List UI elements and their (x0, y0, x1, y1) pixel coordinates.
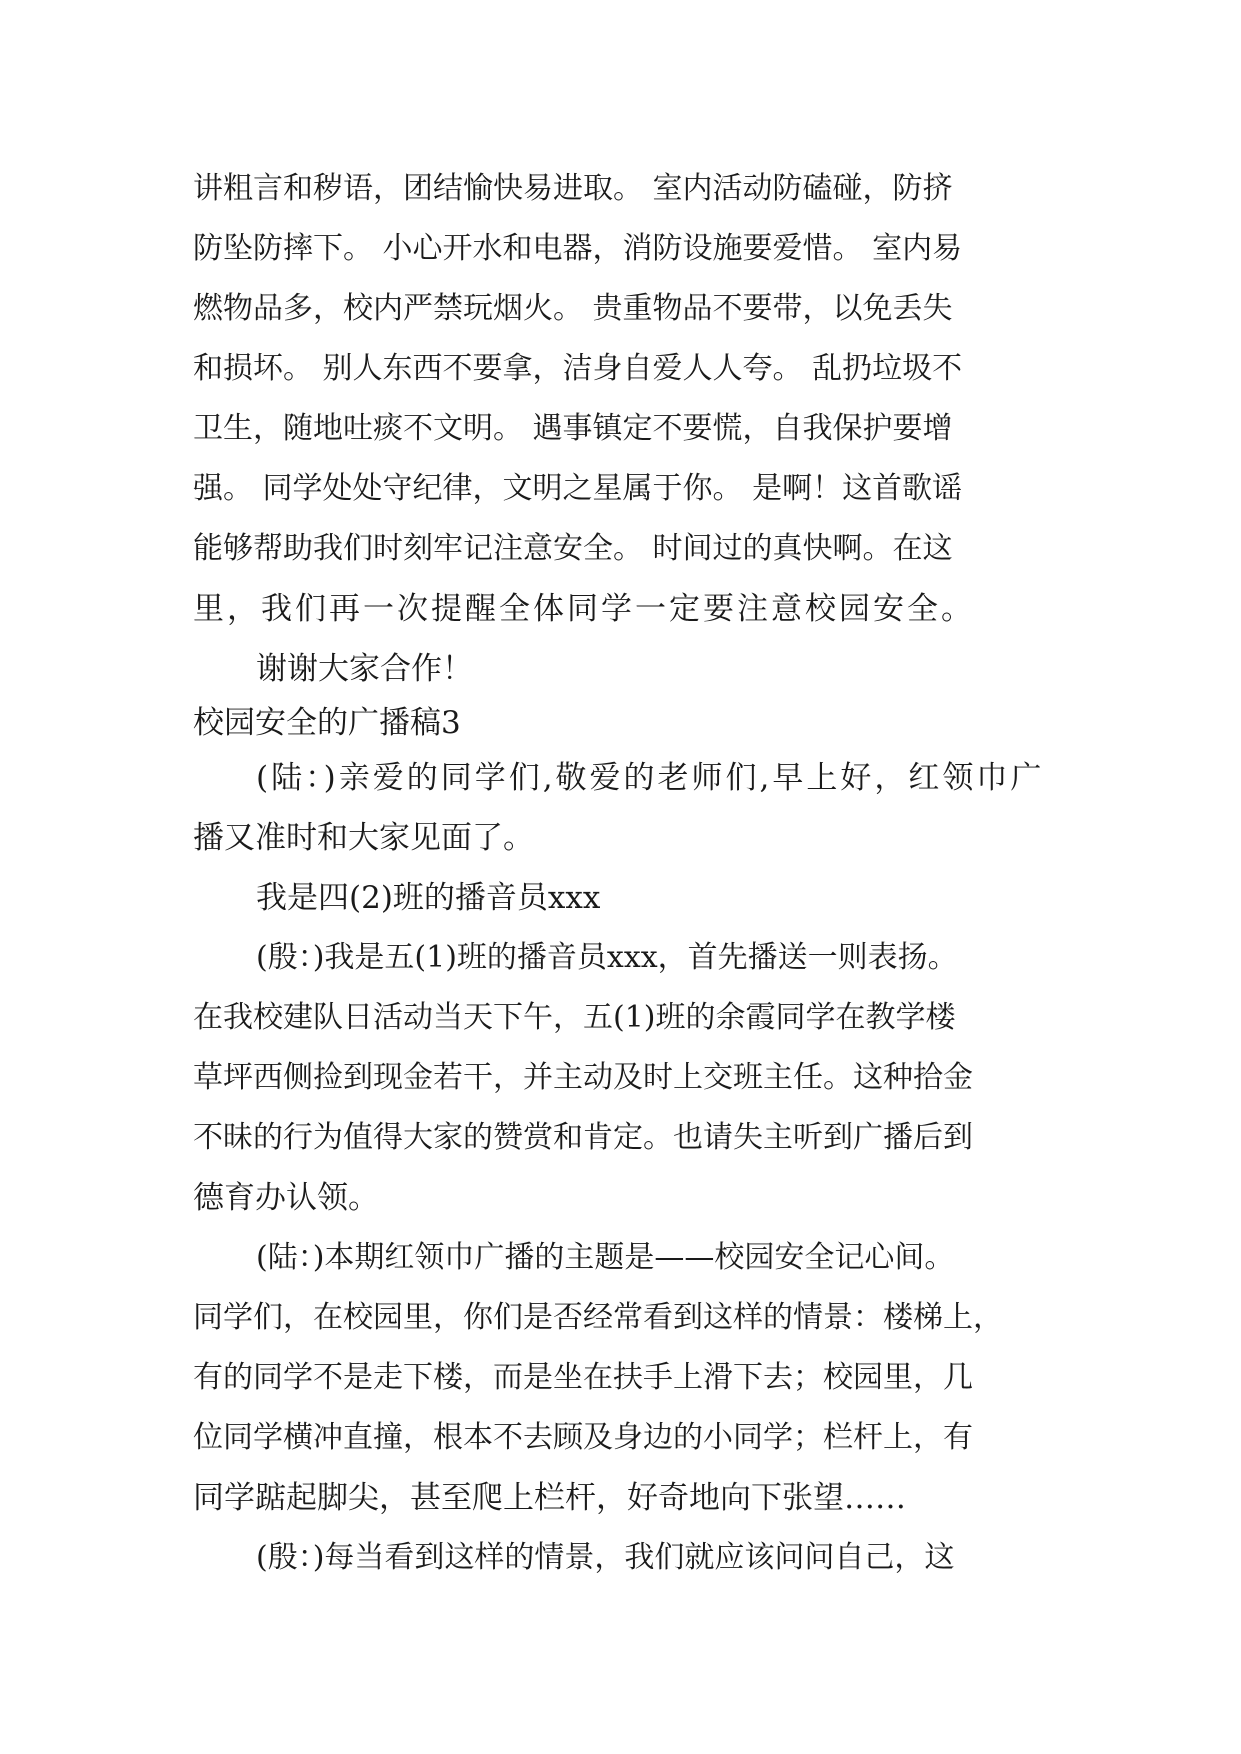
text-line: 我是四(2)班的播音员xxx (256, 880, 601, 916)
text-line: 里，我们再一次提醒全体同学一定要注意校园安全。 (193, 591, 975, 627)
text-line: 强。 同学处处守纪律，文明之星属于你。 是啊！这首歌谣 (193, 471, 963, 506)
section-heading: 校园安全的广播稿3 (193, 705, 461, 741)
text-line: 卫生，随地吐痰不文明。 遇事镇定不要慌，自我保护要增 (193, 411, 953, 446)
text-line: (殷：)我是五(1)班的播音员xxx，首先播送一则表扬。 (256, 940, 958, 975)
text-line: 草坪西侧捡到现金若干，并主动及时上交班主任。这种拾金 (193, 1060, 973, 1095)
text-line: (殷：)每当看到这样的情景，我们就应该问问自己，这 (256, 1540, 955, 1575)
text-line: 有的同学不是走下楼，而是坐在扶手上滑下去；校园里，几 (193, 1360, 973, 1395)
text-line: 在我校建队日活动当天下午，五(1)班的余霞同学在教学楼 (193, 1000, 956, 1035)
text-line: 燃物品多，校内严禁玩烟火。 贵重物品不要带，以免丢失 (193, 291, 953, 326)
text-line: 防坠防摔下。 小心开水和电器，消防设施要爱惜。 室内易 (193, 231, 963, 266)
text-line: (陆：)亲爱的同学们,敬爱的老师们,早上好，红领巾广 (256, 760, 1045, 796)
text-line: 不昧的行为值得大家的赞赏和肯定。也请失主听到广播后到 (193, 1120, 973, 1155)
text-line: 同学踮起脚尖，甚至爬上栏杆，好奇地向下张望…… (193, 1480, 906, 1516)
text-line: 同学们，在校园里，你们是否经常看到这样的情景：楼梯上， (193, 1300, 1003, 1335)
text-line: 德育办认领。 (193, 1180, 379, 1216)
text-line: 能够帮助我们时刻牢记注意安全。 时间过的真快啊。在这 (193, 531, 953, 566)
text-line: 播又准时和大家见面了。 (193, 820, 534, 856)
text-line: (陆：)本期红领巾广播的主题是——校园安全记心间。 (256, 1240, 955, 1275)
text-line: 和损坏。 别人东西不要拿，洁身自爱人人夸。 乱扔垃圾不 (193, 351, 963, 386)
text-line: 位同学横冲直撞，根本不去顾及身边的小同学；栏杆上，有 (193, 1420, 973, 1455)
text-line: 讲粗言和秽语，团结愉快易进取。 室内活动防磕碰，防挤 (193, 171, 953, 206)
text-line: 谢谢大家合作！ (256, 651, 473, 687)
